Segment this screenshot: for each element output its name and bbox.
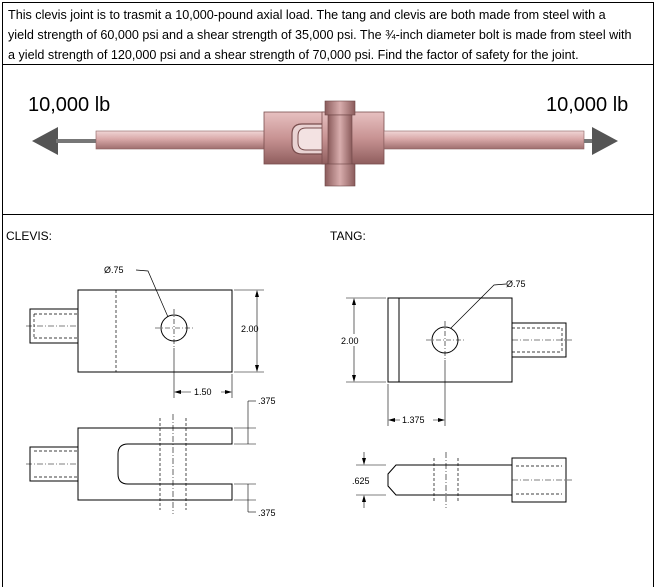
dim-arrow: [255, 290, 259, 297]
clevis-slot-dim-top: .375: [258, 396, 276, 406]
hole-leader: [136, 270, 168, 317]
dim-arrow: [225, 390, 232, 394]
dim-arrow: [362, 495, 366, 502]
problem-line-3: a yield strength of 120,000 psi and a shear strength of 70,000 psi. Find the factor of safety for the joint.: [8, 48, 579, 62]
tang-top-view: [346, 284, 572, 426]
problem-line-2: yield strength of 60,000 psi and a shear strength of 35,000 psi. The ¾-inch diameter bolt is made from steel with: [8, 28, 632, 42]
tang-offset-dim: 1.375: [402, 415, 425, 425]
left-load-arrow: [32, 127, 58, 155]
dim-arrow: [362, 458, 366, 465]
clevis-offset-dim: 1.50: [194, 387, 212, 397]
clevis-body-top: [78, 290, 232, 372]
bolt-head: [325, 101, 355, 115]
tang-hole: [432, 327, 458, 353]
clevis-top-view: [26, 270, 264, 398]
tang-thickness-dim: .625: [352, 476, 370, 486]
clevis-slot-dim-bottom: .375: [258, 508, 276, 518]
dim-arrow: [438, 418, 445, 422]
problem-line-1: This clevis joint is to trasmit a 10,000-pound axial load. The tang and clevis are both made from steel with a: [8, 8, 606, 22]
clevis-label: CLEVIS:: [6, 229, 53, 243]
tang-side-outline: [388, 465, 512, 495]
clevis-hole-dia: Ø.75: [104, 265, 124, 275]
clevis-height-dim: 2.00: [241, 324, 259, 334]
tang-side-view: [356, 452, 572, 508]
right-load-arrow: [592, 127, 618, 155]
bolt-shank: [328, 115, 352, 165]
dim-arrow: [174, 390, 181, 394]
bolt-nut: [325, 164, 355, 186]
right-load-label: 10,000 lb: [546, 94, 629, 116]
dim-arrow: [352, 375, 356, 382]
dim-arrow: [352, 298, 356, 305]
dim-arrow: [388, 418, 395, 422]
dim-arrow: [255, 365, 259, 372]
clevis-hole: [161, 315, 187, 341]
tang-label: TANG:: [330, 229, 366, 243]
tang-hole-dia: Ø.75: [506, 279, 526, 289]
clevis-side-outline: [78, 428, 232, 500]
right-rod: [384, 131, 584, 149]
hole-leader: [451, 284, 506, 328]
left-rod: [96, 131, 266, 149]
clevis-side-view: [26, 401, 256, 514]
tang-height-dim: 2.00: [341, 336, 359, 346]
left-load-label: 10,000 lb: [28, 94, 111, 116]
left-load-arrow-shaft: [56, 139, 96, 143]
clevis-assembly: [32, 101, 618, 186]
